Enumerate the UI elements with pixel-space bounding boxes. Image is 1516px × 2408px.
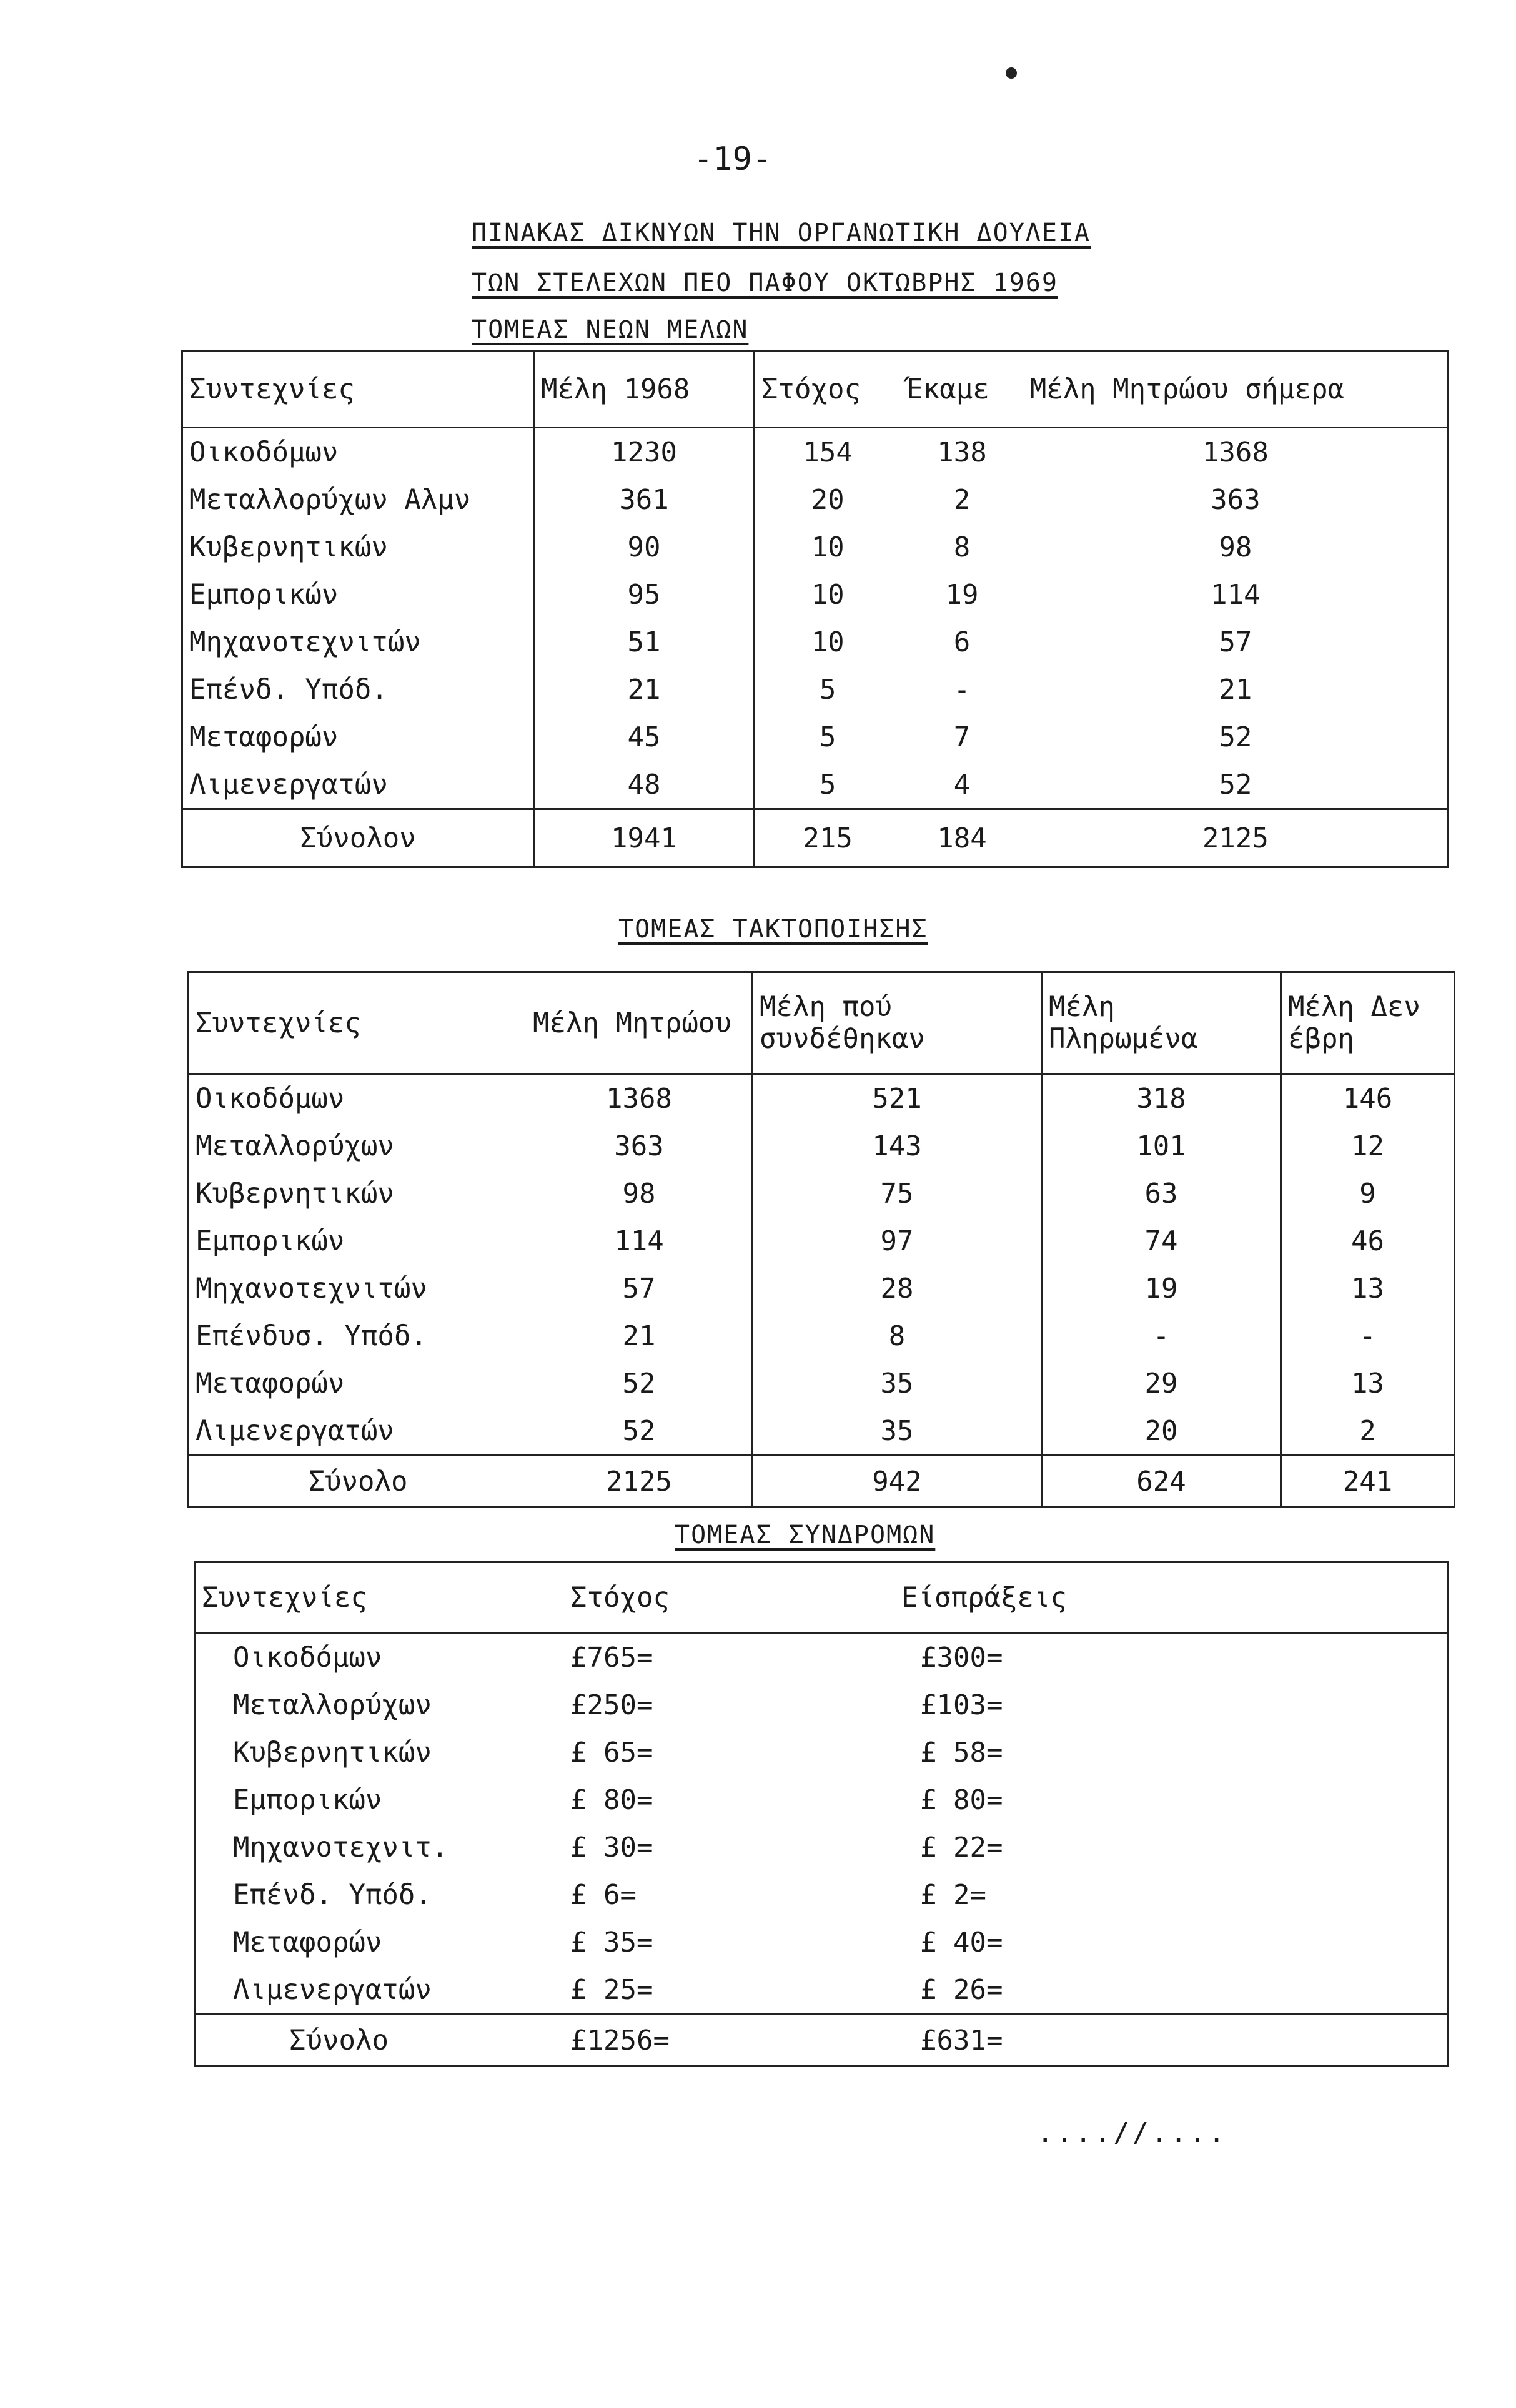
table-row: [195, 1776, 1449, 1823]
cell-value: £ 22=: [920, 1831, 1003, 1863]
column-header: Μέλη πού συνδέθηκαν: [753, 972, 1042, 1074]
union-name: Μεταλλορύχων: [233, 1689, 432, 1721]
cell-value: 52: [527, 1407, 753, 1456]
total-value: £1256=: [533, 2015, 839, 2066]
column-header: Συντεχνίες: [189, 972, 527, 1074]
cell-value: 5: [819, 768, 836, 801]
cell-value: £ 26=: [920, 1973, 1003, 2006]
union-name: Επένδ. Υπόδ.: [182, 666, 534, 713]
heading-line-1: ΠΙΝΑΚΑΣ ΔΙΚΝΥΩΝ ΤΗΝ ΟΡΓΑΝΩΤΙΚΗ ΔΟΥΛΕΙΑ: [472, 219, 1091, 247]
column-header: Συντεχνίες: [195, 1562, 533, 1633]
cell-value: 95: [534, 571, 755, 618]
cell-value: £ 40=: [920, 1926, 1003, 1958]
union-name: Οικοδόμων: [233, 1641, 382, 1674]
total-value: 1941: [534, 809, 755, 867]
table-row: [189, 1074, 1455, 1123]
union-name: Μεταλλορύχων Αλμν: [182, 476, 534, 523]
total-label: Σύνολον: [182, 809, 534, 867]
cell-value: 19: [1042, 1265, 1281, 1312]
cell-value: £ 35=: [570, 1926, 653, 1958]
table-row: [182, 618, 1449, 666]
organization-section-title: ΤΟΜΕΑΣ ΤΑΚΤΟΠΟΙΗΣΗΣ: [618, 915, 928, 944]
column-header: Στόχος: [755, 351, 901, 428]
cell-value: 361: [534, 476, 755, 523]
table-row: [189, 1312, 1455, 1359]
cell-value: 75: [753, 1170, 1042, 1217]
cell-value: 63: [1042, 1170, 1281, 1217]
cell-value: 8: [953, 531, 971, 563]
union-name: Κυβερνητικών: [196, 1177, 394, 1210]
total-value: 241: [1281, 1456, 1455, 1507]
heading-line-2: ΤΩΝ ΣΤΕΛΕΧΩΝ ΠΕΟ ΠΑΦΟΥ ΟΚΤΩΒΡΗΣ 1969: [472, 269, 1058, 297]
cell-value: £ 80=: [570, 1784, 653, 1816]
union-name: Μεταφορών: [196, 1367, 345, 1399]
cell-value: 20: [811, 483, 845, 516]
ink-speck: [1006, 67, 1017, 79]
cell-value: 1368: [1202, 436, 1269, 468]
column-header: Είσπράξεις: [839, 1562, 1449, 1633]
table-row: [189, 1170, 1455, 1217]
union-name: Μηχανοτεχνιτών: [182, 618, 534, 666]
organization-table: [187, 971, 1455, 1508]
subscriptions-table: [194, 1561, 1449, 2067]
union-name: Εμπορικών: [182, 571, 534, 618]
table-row: [195, 1823, 1449, 1871]
cell-value: 1230: [534, 428, 755, 476]
total-value: 2125: [527, 1456, 753, 1507]
cell-value: 35: [753, 1407, 1042, 1456]
table-row: [195, 1871, 1449, 1918]
cell-value: 28: [753, 1265, 1042, 1312]
cell-value: 154: [803, 436, 853, 468]
cell-value: 21: [527, 1312, 753, 1359]
cell-value: 114: [1211, 578, 1261, 611]
total-value: £631=: [839, 2015, 1449, 2066]
subscriptions-section-title: ΤΟΜΕΑΣ ΣΥΝΔΡΟΜΩΝ: [675, 1521, 936, 1549]
cell-value: £ 25=: [570, 1973, 653, 2006]
table-row: [195, 1633, 1449, 1682]
table-row: [195, 1918, 1449, 1966]
cell-value: 13: [1351, 1367, 1384, 1399]
cell-value: 12: [1351, 1130, 1384, 1162]
cell-value: 363: [1211, 483, 1261, 516]
cell-value: 48: [534, 761, 755, 809]
cell-value: 521: [753, 1074, 1042, 1123]
cell-value: 138: [937, 436, 987, 468]
table-row: [195, 1729, 1449, 1776]
table-row: [189, 1359, 1455, 1407]
table-row: [182, 571, 1449, 618]
cell-value: 98: [1219, 531, 1252, 563]
table-header-row: [195, 1562, 1449, 1633]
cell-value: 1368: [527, 1074, 753, 1123]
cell-value: £ 80=: [920, 1784, 1003, 1816]
union-name: Λιμενεργατών: [182, 761, 534, 809]
cell-value: 10: [811, 531, 845, 563]
cell-value: 5: [819, 673, 836, 706]
cell-value: 52: [527, 1359, 753, 1407]
union-name: Επένδυσ. Υπόδ.: [196, 1320, 427, 1352]
total-value: 624: [1042, 1456, 1281, 1507]
cell-value: 5: [819, 721, 836, 753]
cell-value: -: [953, 673, 971, 706]
cell-value: 363: [527, 1122, 753, 1170]
cell-value: 35: [753, 1359, 1042, 1407]
table-row: [182, 713, 1449, 761]
total-value: 184: [900, 809, 1023, 867]
cell-value: 7: [953, 721, 971, 753]
table-row: [182, 761, 1449, 809]
total-label: Σύνολο: [195, 2015, 533, 2066]
cell-value: £ 58=: [920, 1736, 1003, 1769]
column-header: Μέλη Πληρωμένα: [1042, 972, 1281, 1074]
table-row: [182, 666, 1449, 713]
column-header: Μέλη 1968: [534, 351, 755, 428]
column-header: Στόχος: [533, 1562, 839, 1633]
table-header-row: [182, 351, 1449, 428]
union-name: Οικοδόμων: [182, 428, 534, 476]
cell-value: £103=: [920, 1689, 1003, 1721]
table-row: [182, 428, 1449, 476]
cell-value: 146: [1342, 1082, 1393, 1115]
table-row: [182, 523, 1449, 571]
cell-value: £ 65=: [570, 1736, 653, 1769]
cell-value: 21: [1219, 673, 1252, 706]
table-row: [189, 1407, 1455, 1456]
cell-value: 57: [1219, 626, 1252, 658]
union-name: Μεταλλορύχων: [196, 1130, 394, 1162]
union-name: Κυβερνητικών: [233, 1736, 432, 1769]
total-row: [182, 809, 1449, 867]
column-header: Συντεχνίες: [182, 351, 534, 428]
cell-value: 10: [811, 626, 845, 658]
union-name: Μεταφορών: [182, 713, 534, 761]
cell-value: 318: [1042, 1074, 1281, 1123]
cell-value: 21: [534, 666, 755, 713]
footer-mark: ....//....: [1037, 2117, 1227, 2149]
cell-value: 45: [534, 713, 755, 761]
table-row: [182, 476, 1449, 523]
new-members-table: [181, 350, 1449, 868]
table-row: [195, 1966, 1449, 2015]
total-value: 2125: [1024, 809, 1449, 867]
cell-value: 20: [1042, 1407, 1281, 1456]
column-header: Μέλη Μητρώου σήμερα: [1024, 351, 1449, 428]
cell-value: 4: [953, 768, 971, 801]
table-row: [189, 1265, 1455, 1312]
cell-value: 46: [1351, 1225, 1384, 1257]
table-header-row: [189, 972, 1455, 1074]
union-name: Επένδ. Υπόδ.: [233, 1878, 432, 1911]
table-row: [189, 1217, 1455, 1265]
heading-line-3: ΤΟΜΕΑΣ ΝΕΩΝ ΜΕΛΩΝ: [472, 315, 749, 344]
cell-value: £300=: [920, 1641, 1003, 1674]
cell-value: £250=: [570, 1689, 653, 1721]
union-name: Λιμενεργατών: [233, 1973, 432, 2006]
cell-value: 8: [753, 1312, 1042, 1359]
column-header: Μέλη Δεν έβρη: [1281, 972, 1455, 1074]
cell-value: 6: [953, 626, 971, 658]
table-row: [189, 1122, 1455, 1170]
total-value: 215: [755, 809, 901, 867]
cell-value: 51: [534, 618, 755, 666]
union-name: Οικοδόμων: [196, 1082, 345, 1115]
union-name: Εμπορικών: [233, 1784, 382, 1816]
cell-value: 90: [534, 523, 755, 571]
cell-value: 143: [753, 1122, 1042, 1170]
cell-value: 52: [1219, 768, 1252, 801]
column-header: Έκαμε: [900, 351, 1023, 428]
table-row: [195, 1681, 1449, 1729]
cell-value: £ 6=: [570, 1878, 637, 1911]
cell-value: 19: [945, 578, 979, 611]
cell-value: 29: [1042, 1359, 1281, 1407]
cell-value: -: [1042, 1312, 1281, 1359]
total-row: [189, 1456, 1455, 1507]
union-name: Μηχανοτεχνιτ.: [233, 1831, 448, 1863]
cell-value: 2: [953, 483, 971, 516]
cell-value: 101: [1042, 1122, 1281, 1170]
cell-value: 2: [1359, 1414, 1376, 1447]
union-name: Λιμενεργατών: [196, 1414, 394, 1447]
union-name: Μηχανοτεχνιτών: [196, 1272, 427, 1305]
cell-value: 13: [1351, 1272, 1384, 1305]
union-name: Κυβερνητικών: [182, 523, 534, 571]
cell-value: 10: [811, 578, 845, 611]
cell-value: -: [1359, 1320, 1376, 1352]
total-label: Σύνολο: [189, 1456, 527, 1507]
cell-value: 114: [527, 1217, 753, 1265]
cell-value: £765=: [570, 1641, 653, 1674]
cell-value: £ 30=: [570, 1831, 653, 1863]
cell-value: 98: [527, 1170, 753, 1217]
cell-value: 9: [1359, 1177, 1376, 1210]
cell-value: 57: [527, 1265, 753, 1312]
union-name: Εμπορικών: [196, 1225, 345, 1257]
cell-value: 74: [1042, 1217, 1281, 1265]
cell-value: 52: [1219, 721, 1252, 753]
union-name: Μεταφορών: [233, 1926, 382, 1958]
total-row: [195, 2015, 1449, 2066]
total-value: 942: [753, 1456, 1042, 1507]
column-header: Μέλη Μητρώου: [527, 972, 753, 1074]
cell-value: 97: [753, 1217, 1042, 1265]
page-number: -19-: [693, 141, 772, 178]
cell-value: £ 2=: [920, 1878, 986, 1911]
